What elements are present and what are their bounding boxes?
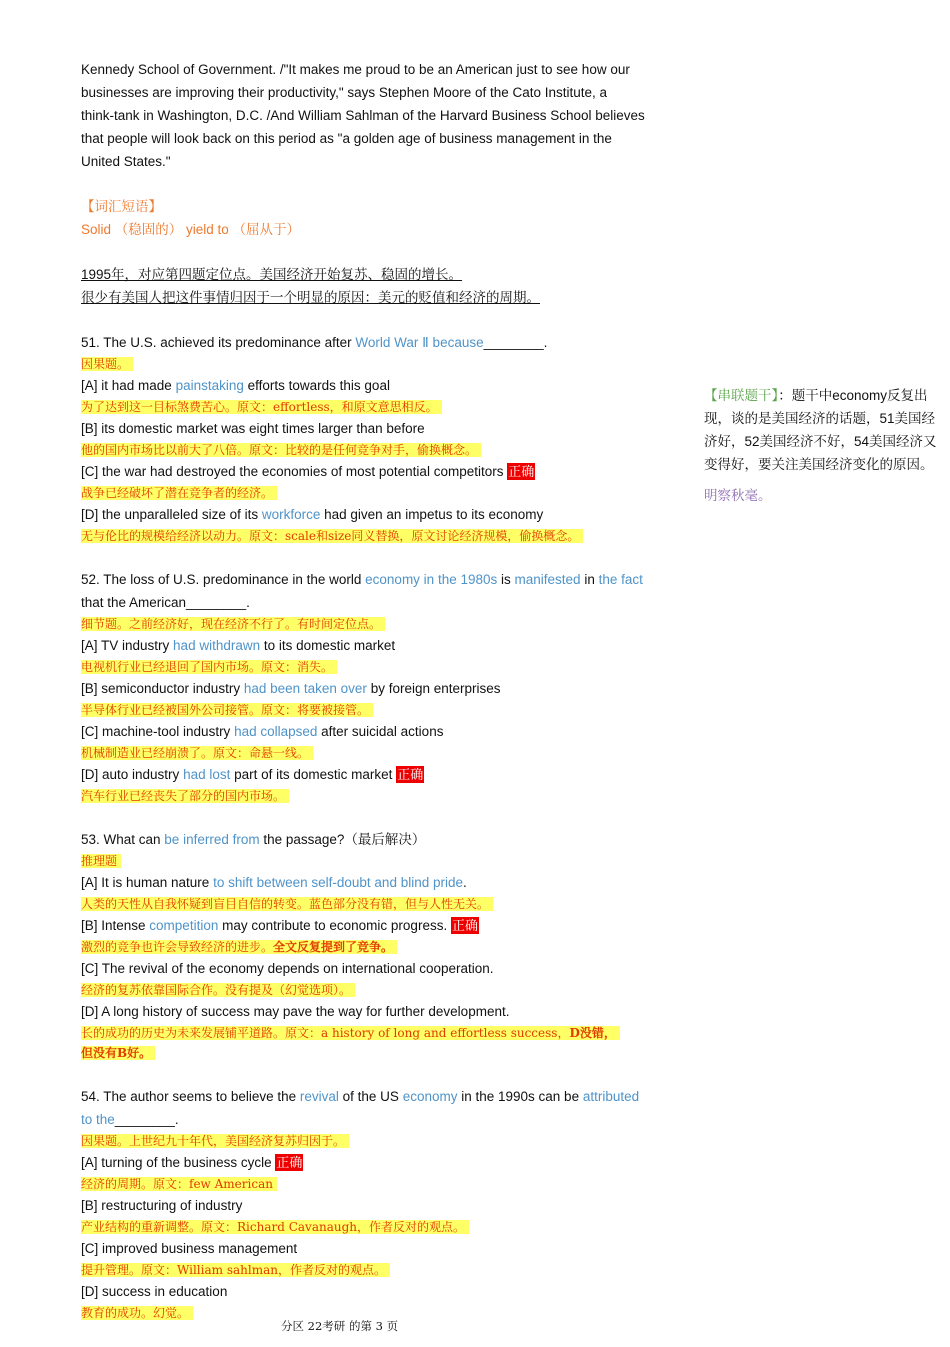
page-footer: 分区 22考研 的第 3 页 [281,1319,399,1333]
q51-c-note: 战争已经破坏了潜在竞争者的经济。 [81,483,691,503]
q52-stem: 52. The loss of U.S. predominance in the world economy in the 1980s is manifested in the fact [81,572,643,587]
q54-option-d: [D] success in education [81,1284,228,1299]
q52-option-d: [D] auto industry had lost part of its domestic market 正确 [81,767,424,782]
q53-option-a: [A] It is human nature to shift between self-doubt and blind pride. [81,875,467,890]
correct-badge: 正确 [451,918,478,933]
correct-badge: 正确 [397,767,424,782]
correct-badge: 正确 [508,464,535,479]
q51-option-a: [A] it had made painstaking efforts towards this goal [81,378,390,393]
q51-option-b: [B] its domestic market was eight times larger than before [81,421,425,436]
q51-stem: 51. The U.S. achieved its predominance after World War Ⅱ because________. [81,335,548,350]
sidebar-sign: 明察秋毫。 [704,488,772,503]
intro-line: think-tank in Washington, D.C. /And William Sahlman of the Harvard Business School believes [81,108,645,123]
q54-stem-cont: to the________. [81,1112,179,1127]
q53-stem: 53. What can be inferred from the passage?（最后解决） [81,832,426,847]
q53-type: 推理题 [81,851,691,871]
question-51 [81,331,691,546]
q52-a-note: 电视机行业已经退回了国内市场。原文：消失。 [81,657,691,677]
intro-paragraph [81,58,691,173]
q53-d-note: 长的成功的历史为未来发展铺平道路。原文：a history of long and effortless success，D没错， [81,1023,691,1043]
q54-type: 因果题。上世纪九十年代，美国经济复苏归因于。 [81,1131,691,1151]
question-53 [81,828,691,1063]
q54-option-a: [A] turning of the business cycle 正确 [81,1155,303,1170]
q52-c-note: 机械制造业已经崩溃了。原文：命悬一线。 [81,743,691,763]
note-line: 1995年，对应第四题定位点。美国经济开始复苏、稳固的增长。 [81,267,463,282]
q53-option-d: [D] A long history of success may pave the way for further development. [81,1004,510,1019]
intro-line: that people will look back on this period as "a golden age of business management in the [81,131,612,146]
q53-option-b: [B] Intense competition may contribute to economic progress. 正确 [81,918,478,933]
intro-line: Kennedy School of Government. /"It makes me proud to be an American just to see how our [81,62,630,77]
q54-c-note: 提升管理。原文：William sahlman，作者反对的观点。 [81,1260,691,1280]
q51-b-note: 他的国内市场比以前大了八倍。原文：比较的是任何竞争对手，偷换概念。 [81,440,691,460]
question-52 [81,568,691,806]
q51-type: 因果题。 [81,354,691,374]
q54-a-note: 经济的周期。原文：few American [81,1174,691,1194]
q52-option-b: [B] semiconductor industry had been taken over by foreign enterprises [81,681,501,696]
q52-b-note: 半导体行业已经被国外公司接管。原文：将要被接管。 [81,700,691,720]
q53-a-note: 人类的天性从自我怀疑到盲目自信的转变。蓝色部分没有错，但与人性无关。 [81,894,691,914]
document-body [81,58,691,1323]
question-54 [81,1085,691,1323]
q53-b-note: 激烈的竞争也许会导致经济的进步。全文反复提到了竞争。 [81,937,691,957]
q52-stem-cont: that the American________. [81,595,250,610]
q53-c-note: 经济的复苏依靠国际合作。没有提及（幻觉选项）。 [81,980,691,1000]
note-line: 很少有美国人把这件事情归因于一个明显的原因：美元的贬值和经济的周期。 [81,290,540,305]
sidebar-text: 【串联题干】：题干中economy反复出现，谈的是美国经济的话题，51美国经济好，52美国经济不好，54美国经济又变得好，要关注美国经济变化的原因。 [704,388,937,472]
q51-d-note: 无与伦比的规模给经济以动力。原文：scale和size同义替换，原文讨论经济规模，偷换概念。 [81,526,691,546]
q54-d-note: 教育的成功。幻觉。 [81,1303,691,1323]
q54-option-c: [C] improved business management [81,1241,298,1256]
q54-b-note: 产业结构的重新调整。原文：Richard Cavanaugh，作者反对的观点。 [81,1217,691,1237]
q52-option-a: [A] TV industry had withdrawn to its domestic market [81,638,396,653]
q54-option-b: [B] restructuring of industry [81,1198,243,1213]
q52-option-c: [C] machine-tool industry had collapsed after suicidal actions [81,724,444,739]
sidebar-note [704,384,940,507]
sidebar-tag: 【串联题干】 [704,388,779,403]
intro-line: businesses are improving their productivity," says Stephen Moore of the Cato Institute, a [81,85,608,100]
q52-type: 细节题。之前经济好，现在经济不行了。有时间定位点。 [81,614,691,634]
vocab-heading: 【词汇短语】 [81,199,162,214]
q52-d-note: 汽车行业已经丧失了部分的国内市场。 [81,786,691,806]
intro-line: United States." [81,154,171,169]
correct-badge: 正确 [276,1155,303,1170]
q53-option-c: [C] The revival of the economy depends on international cooperation. [81,961,494,976]
q53-d-note-cont: 但没有B好。 [81,1043,691,1063]
q54-stem: 54. The author seems to believe the revival of the US economy in the 1990s can be attributed [81,1089,640,1104]
q51-a-note: 为了达到这一目标煞费苦心。原文：effortless，和原文意思相反。 [81,397,691,417]
vocab-items: Solid （稳固的） yield to （屈从于） [81,222,301,237]
q51-option-c: [C] the war had destroyed the economies of most potential competitors 正确 [81,464,535,479]
q51-option-d: [D] the unparalleled size of its workforce had given an impetus to its economy [81,507,544,522]
